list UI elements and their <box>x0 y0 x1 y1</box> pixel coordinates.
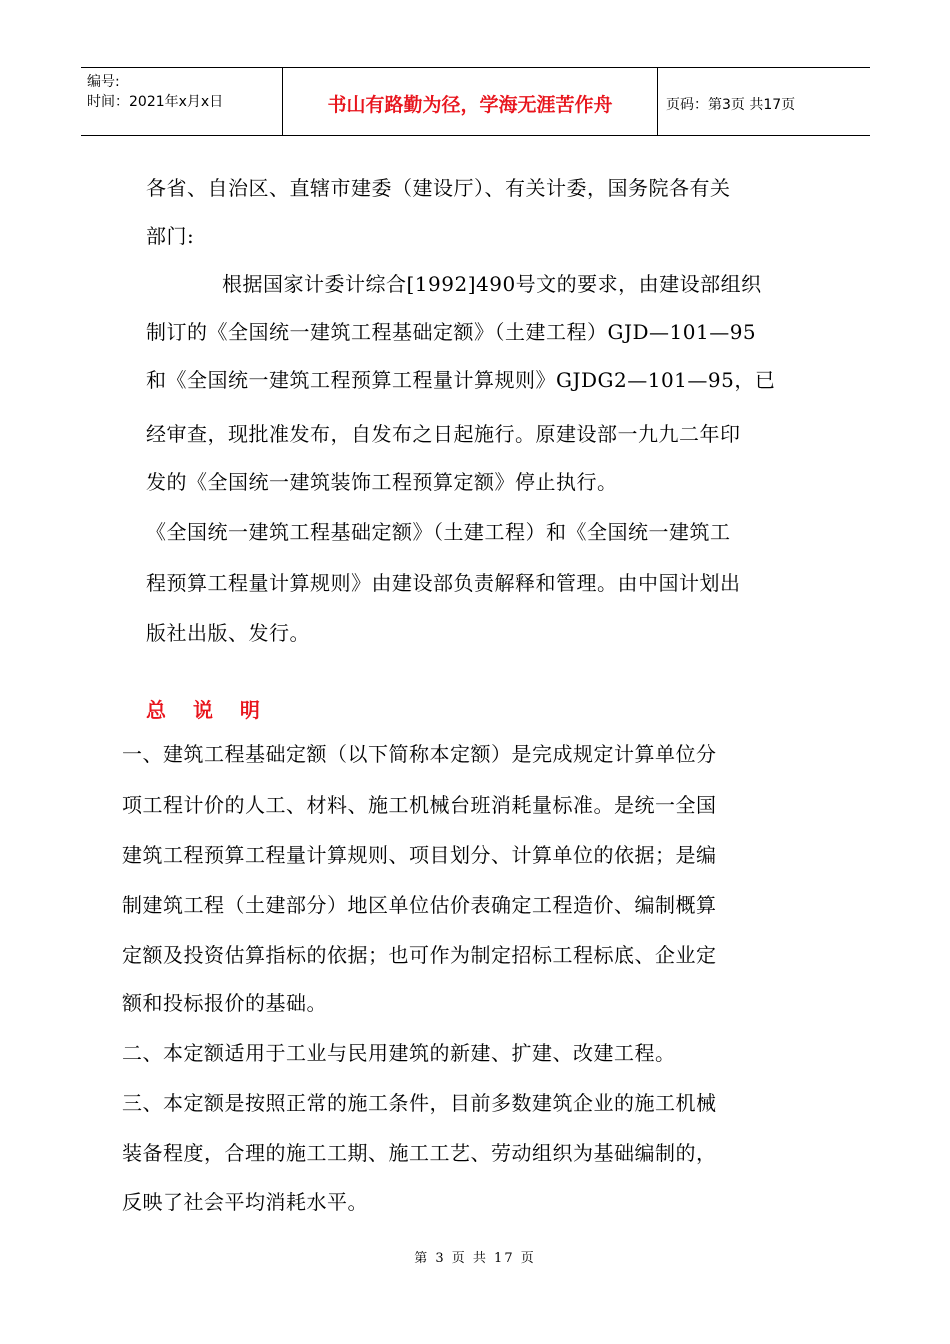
body-line: 和《全国统一建筑工程预算工程量计算规则》GJDG2—101—95，已 <box>146 368 776 392</box>
header-meta <box>81 68 283 135</box>
header-page-info: 页码：第3页 共17页 <box>666 96 796 113</box>
body-line: 反映了社会平均消耗水平。 <box>122 1190 368 1214</box>
body-line: 项工程计价的人工、材料、施工机械台班消耗量标准。是统一全国 <box>122 793 717 817</box>
body-line: 二、本定额适用于工业与民用建筑的新建、扩建、改建工程。 <box>122 1041 676 1065</box>
body-line: 《全国统一建筑工程基础定额》（土建工程）和《全国统一建筑工 <box>146 520 731 544</box>
header-motto: 书山有路勤为径，学海无涯苦作舟 <box>283 68 658 135</box>
body-line: 装备程度，合理的施工工期、施工工艺、劳动组织为基础编制的， <box>122 1141 717 1165</box>
body-line: 根据国家计委计综合[1992]490号文的要求，由建设部组织 <box>222 272 762 296</box>
body-line: 制订的《全国统一建筑工程基础定额》（土建工程）GJD—101—95 <box>146 320 757 344</box>
body-line: 部门: <box>146 224 195 248</box>
section-title: 总 说 明 <box>146 698 270 722</box>
body-line: 程预算工程量计算规则》由建设部负责解释和管理。由中国计划出 <box>146 571 741 595</box>
body-line: 建筑工程预算工程量计算规则、项目划分、计算单位的依据；是编 <box>122 843 717 867</box>
page-footer: 第 3 页 共 17 页 <box>414 1251 536 1266</box>
body-line: 定额及投资估算指标的依据；也可作为制定招标工程标底、企业定 <box>122 943 717 967</box>
body-line: 三、本定额是按照正常的施工条件，目前多数建筑企业的施工机械 <box>122 1091 717 1115</box>
page-header <box>81 67 870 136</box>
body-line: 一、建筑工程基础定额（以下简称本定额）是完成规定计算单位分 <box>122 742 717 766</box>
body-line: 版社出版、发行。 <box>146 621 310 645</box>
body-line: 额和投标报价的基础。 <box>122 991 327 1015</box>
header-time-label: 时间：2021年x月x日 <box>87 94 224 110</box>
body-line: 各省、自治区、直辖市建委（建设厅）、有关计委，国务院各有关 <box>146 176 731 200</box>
header-number-label: 编号: <box>87 74 120 90</box>
body-line: 经审查，现批准发布，自发布之日起施行。原建设部一九九二年印 <box>146 422 741 446</box>
body-line: 制建筑工程（土建部分）地区单位估价表确定工程造价、编制概算 <box>122 893 717 917</box>
body-line: 发的《全国统一建筑装饰工程预算定额》停止执行。 <box>146 470 618 494</box>
